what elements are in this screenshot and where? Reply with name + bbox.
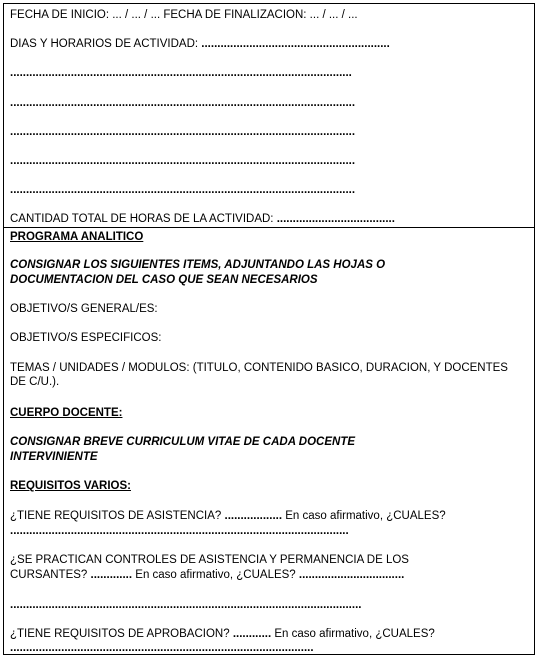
controles-extra-fill: .............................................................................................................. (10, 599, 362, 611)
dias-line (10, 37, 390, 51)
section-divider (3, 227, 535, 228)
fecha-line (10, 8, 358, 22)
controles-cuales: En caso afirmativo, ¿CUALES? (132, 569, 299, 581)
aprobacion-cuales: En caso afirmativo, ¿CUALES? (271, 628, 435, 640)
blank-line-5: ............................................................................................................ (10, 184, 356, 196)
asistencia-question: ¿TIENE REQUISITOS DE ASISTENCIA? (10, 510, 225, 522)
objetivo-especificos-label: OBJETIVO/S ESPECIFICOS: (10, 332, 162, 344)
requisitos-varios-title: REQUISITOS VARIOS: (10, 480, 131, 492)
total-horas-line (10, 212, 395, 226)
asistencia-question-line (10, 509, 446, 523)
dias-fill: ........................................................... (201, 38, 390, 50)
total-horas-fill: ..................................... (276, 213, 395, 225)
aprobacion-question: ¿TIENE REQUISITOS DE APROBACION? (10, 628, 233, 640)
temas-label: TEMAS / UNIDADES / MODULOS: (TITULO, CONTENIDO BASICO, DURACION, Y DOCENTES DE C/U.). (10, 362, 508, 388)
cuerpo-docente-title: CUERPO DOCENTE: (10, 407, 123, 419)
aprobacion-question-line (10, 627, 435, 641)
asistencia-cuales-fill: .......................................................................................................... (10, 525, 349, 537)
blank-line-2: ............................................................................................................ (10, 97, 356, 109)
controles-cuales-fill: ................................. (298, 569, 405, 581)
fecha-text: FECHA DE INICIO: ... / ... / ... FECHA DE FINALIZACION: ... / ... / ... (10, 9, 358, 21)
dias-label: DIAS Y HORARIOS DE ACTIVIDAD: (10, 38, 202, 50)
controles-prefix: CURSANTES? (10, 569, 91, 581)
aprobacion-answer-fill: ............ (232, 628, 272, 640)
consignar-cv-line-2: INTERVINIENTE (10, 451, 98, 463)
programa-analitico-title: PROGRAMA ANALITICO (10, 231, 144, 243)
consignar-items-line-1: CONSIGNAR LOS SIGUIENTES ITEMS, ADJUNTANDO LAS HOJAS O (10, 259, 386, 271)
controles-answer-fill: ............. (90, 569, 133, 581)
blank-line-4: ............................................................................................................ (10, 155, 356, 167)
consignar-items-line-2: DOCUMENTACION DEL CASO QUE SEAN NECESARIOS (10, 274, 318, 286)
asistencia-cuales: En caso afirmativo, ¿CUALES? (282, 510, 446, 522)
asistencia-answer-fill: .................. (224, 510, 283, 522)
aprobacion-cuales-fill: ............................................................................................... (10, 642, 314, 654)
controles-question-line-2 (10, 568, 404, 582)
consignar-cv-line-1: CONSIGNAR BREVE CURRICULUM VITAE DE CADA DOCENTE (10, 436, 356, 448)
blank-line-1: ........................................................................................................... (10, 67, 352, 79)
objetivo-general-label: OBJETIVO/S GENERAL/ES: (10, 303, 158, 315)
controles-question-line-1: ¿SE PRACTICAN CONTROLES DE ASISTENCIA Y PERMANENCIA DE LOS (10, 554, 409, 566)
total-horas-label: CANTIDAD TOTAL DE HORAS DE LA ACTIVIDAD: (10, 213, 277, 225)
blank-line-3: ............................................................................................................ (10, 126, 356, 138)
